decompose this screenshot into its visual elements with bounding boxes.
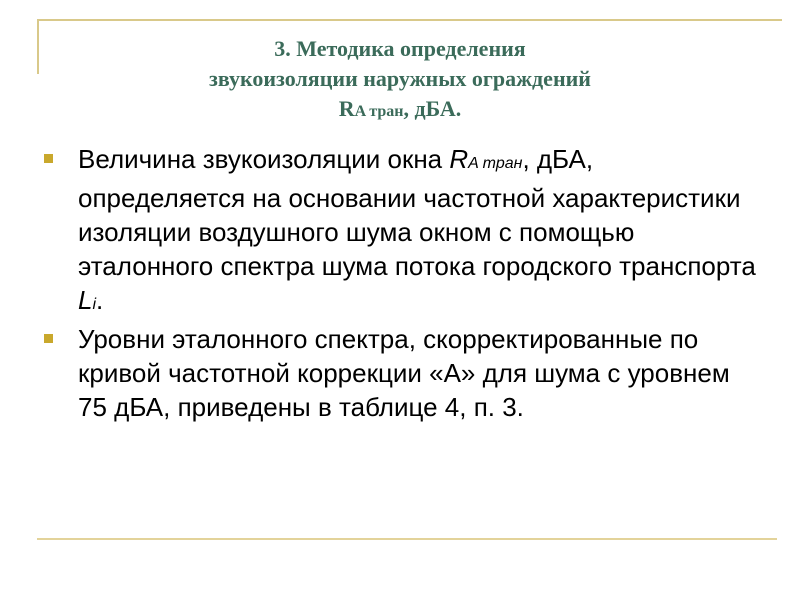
slide-title	[60, 34, 740, 127]
bullet-square-icon	[44, 334, 53, 343]
bullet-2-text: Уровни эталонного спектра, скорректированные по кривой частотной коррекции «А» для шума с уровнем 75 дБА, приведены в таблице 4, п. 3.	[78, 324, 730, 422]
bullet-list	[40, 142, 760, 424]
bullet-1-symbol: R	[449, 144, 469, 174]
bullet-1-start: Величина звукоизоляции окна	[78, 144, 450, 174]
bullet-1-symbol-subscript: A тран	[468, 155, 523, 172]
bullet-1-end: .	[96, 285, 104, 315]
title-line-2: звукоизоляции наружных ограждений	[209, 66, 591, 91]
bullet-1-rest: определяется на основании частотной характеристики изоляции воздушного шума окном с помощью эталонного спектра шума потока городского транспорта	[78, 183, 756, 281]
top-rule	[37, 19, 782, 21]
bullet-1-line1-end: , дБА,	[522, 144, 594, 174]
bottom-rule	[37, 538, 777, 540]
bullet-1-symbol-2: L	[78, 285, 93, 315]
title-symbol-subscript: A тран	[354, 103, 404, 120]
bullet-item-2	[40, 322, 760, 424]
title-line-3	[60, 94, 740, 127]
title-line-1: 3. Методика определения	[274, 36, 526, 61]
title-tail: , дБА.	[403, 96, 462, 121]
bullet-square-icon	[44, 154, 53, 163]
bullet-1-symbol-2-subscript: i	[92, 296, 97, 313]
bullet-item-1	[40, 142, 760, 322]
title-symbol: R	[338, 96, 355, 121]
left-rule	[37, 19, 39, 74]
